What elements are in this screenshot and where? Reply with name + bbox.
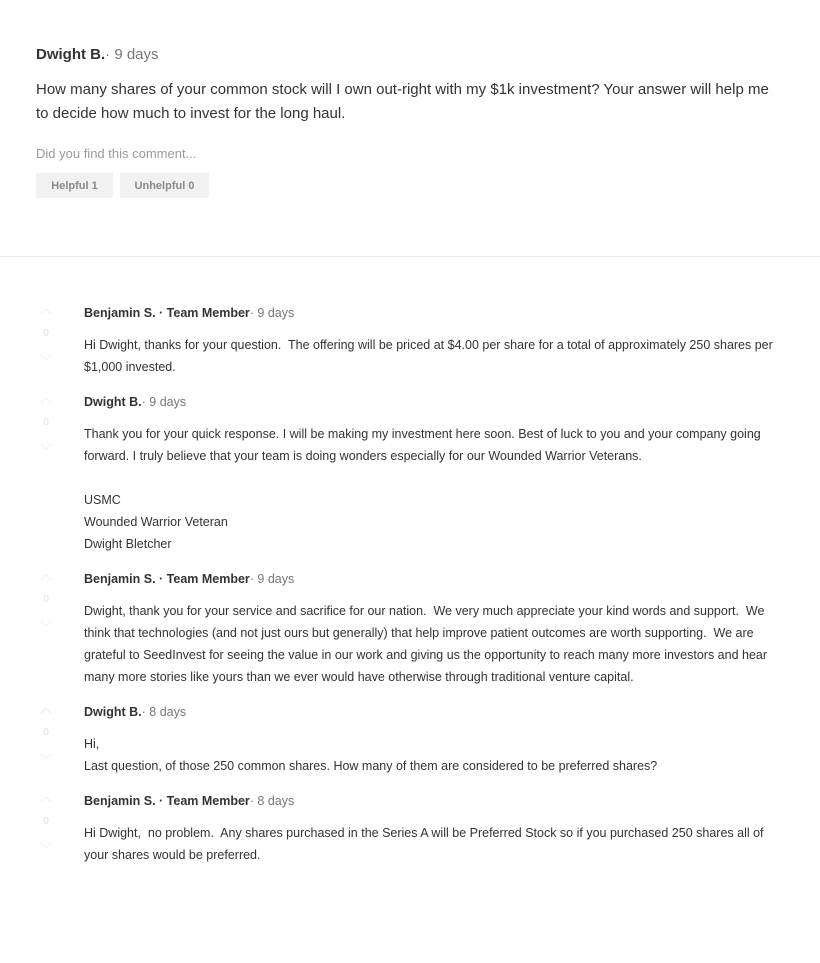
reply-author[interactable]: Benjamin S. · Team Member bbox=[84, 572, 250, 586]
downvote-icon[interactable] bbox=[40, 438, 51, 449]
upvote-icon[interactable] bbox=[40, 574, 51, 585]
reply-body: Hi Dwight, thanks for your question. The offering will be priced at $4.00 per share for a total of approximately 250 shares per $1,000 invested. bbox=[84, 338, 777, 374]
comment-header bbox=[36, 43, 784, 65]
reply-header bbox=[84, 391, 780, 413]
comment-body: How many shares of your common stock will I own out-right with my $1k investment? Your answer will help me to decide how much to invest for the long haul. bbox=[36, 81, 769, 122]
reply-item bbox=[0, 391, 820, 555]
vote-rail bbox=[36, 794, 56, 847]
helpful-button[interactable]: Helpful 1 bbox=[36, 173, 113, 198]
comment-author[interactable]: Dwight B. bbox=[36, 45, 106, 63]
reply-author[interactable]: Benjamin S. · Team Member bbox=[84, 794, 250, 808]
vote-rail bbox=[36, 572, 56, 625]
upvote-icon[interactable] bbox=[40, 707, 51, 718]
reply-timestamp: · 9 days bbox=[249, 572, 295, 586]
downvote-icon[interactable] bbox=[40, 615, 51, 626]
reply-body: Hi, Last question, of those 250 common shares. How many of them are considered to be preferred shares? bbox=[84, 737, 658, 773]
reply-item bbox=[0, 790, 820, 866]
vote-rail bbox=[36, 705, 56, 758]
reply-item bbox=[0, 568, 820, 688]
comment-thread bbox=[0, 43, 820, 198]
replies-list bbox=[0, 302, 820, 879]
vote-rail bbox=[36, 306, 56, 359]
vote-count: 0 bbox=[43, 328, 49, 339]
vote-count: 0 bbox=[43, 727, 49, 738]
reply-body: Hi Dwight, no problem. Any shares purchased in the Series A will be Preferred Stock so if you purchased 250 shares all of your shares would be preferred. bbox=[84, 826, 768, 862]
upvote-icon[interactable] bbox=[40, 796, 51, 807]
vote-count: 0 bbox=[43, 816, 49, 827]
section-divider bbox=[0, 256, 820, 257]
downvote-icon[interactable] bbox=[40, 837, 51, 848]
reply-body: Thank you for your quick response. I will be making my investment here soon. Best of luck to you and your company going forward. I truly believe that your team is doing wonders especially for our Wounded Warrior Veterans. USMC Wounded Warrior Veteran Dwight Bletcher bbox=[84, 427, 761, 551]
downvote-icon[interactable] bbox=[40, 748, 51, 759]
vote-rail bbox=[36, 395, 56, 448]
reply-timestamp: · 8 days bbox=[141, 705, 187, 719]
unhelpful-button[interactable]: Unhelpful 0 bbox=[120, 173, 209, 198]
feedback-prompt: Did you find this comment... bbox=[36, 146, 197, 161]
reply-timestamp: · 9 days bbox=[249, 306, 295, 320]
reply-author[interactable]: Dwight B. bbox=[84, 705, 142, 719]
reply-header bbox=[84, 790, 780, 812]
reply-body: Dwight, thank you for your service and sacrifice for our nation. We very much appreciate your kind words and support. We think that technologies (and not just ours but generally) that help improve patient outcomes are worth supporting. We are grateful to SeedInvest for seeing the value in our work and giving us the opportunity to reach many more investors and hear many more stories like yours than we ever would have otherwise through traditional venture capital. bbox=[84, 604, 771, 684]
reply-item bbox=[0, 302, 820, 378]
reply-author[interactable]: Benjamin S. · Team Member bbox=[84, 306, 250, 320]
downvote-icon[interactable] bbox=[40, 349, 51, 360]
reply-timestamp: · 9 days bbox=[141, 395, 187, 409]
upvote-icon[interactable] bbox=[40, 397, 51, 408]
vote-count: 0 bbox=[43, 417, 49, 428]
reply-item bbox=[0, 701, 820, 777]
comment-timestamp: · 9 days bbox=[105, 45, 159, 63]
reply-header bbox=[84, 701, 780, 723]
feedback-buttons bbox=[36, 173, 784, 198]
reply-header bbox=[84, 302, 780, 324]
reply-author[interactable]: Dwight B. bbox=[84, 395, 142, 409]
upvote-icon[interactable] bbox=[40, 308, 51, 319]
reply-timestamp: · 8 days bbox=[249, 794, 295, 808]
reply-header bbox=[84, 568, 780, 590]
vote-count: 0 bbox=[43, 594, 49, 605]
